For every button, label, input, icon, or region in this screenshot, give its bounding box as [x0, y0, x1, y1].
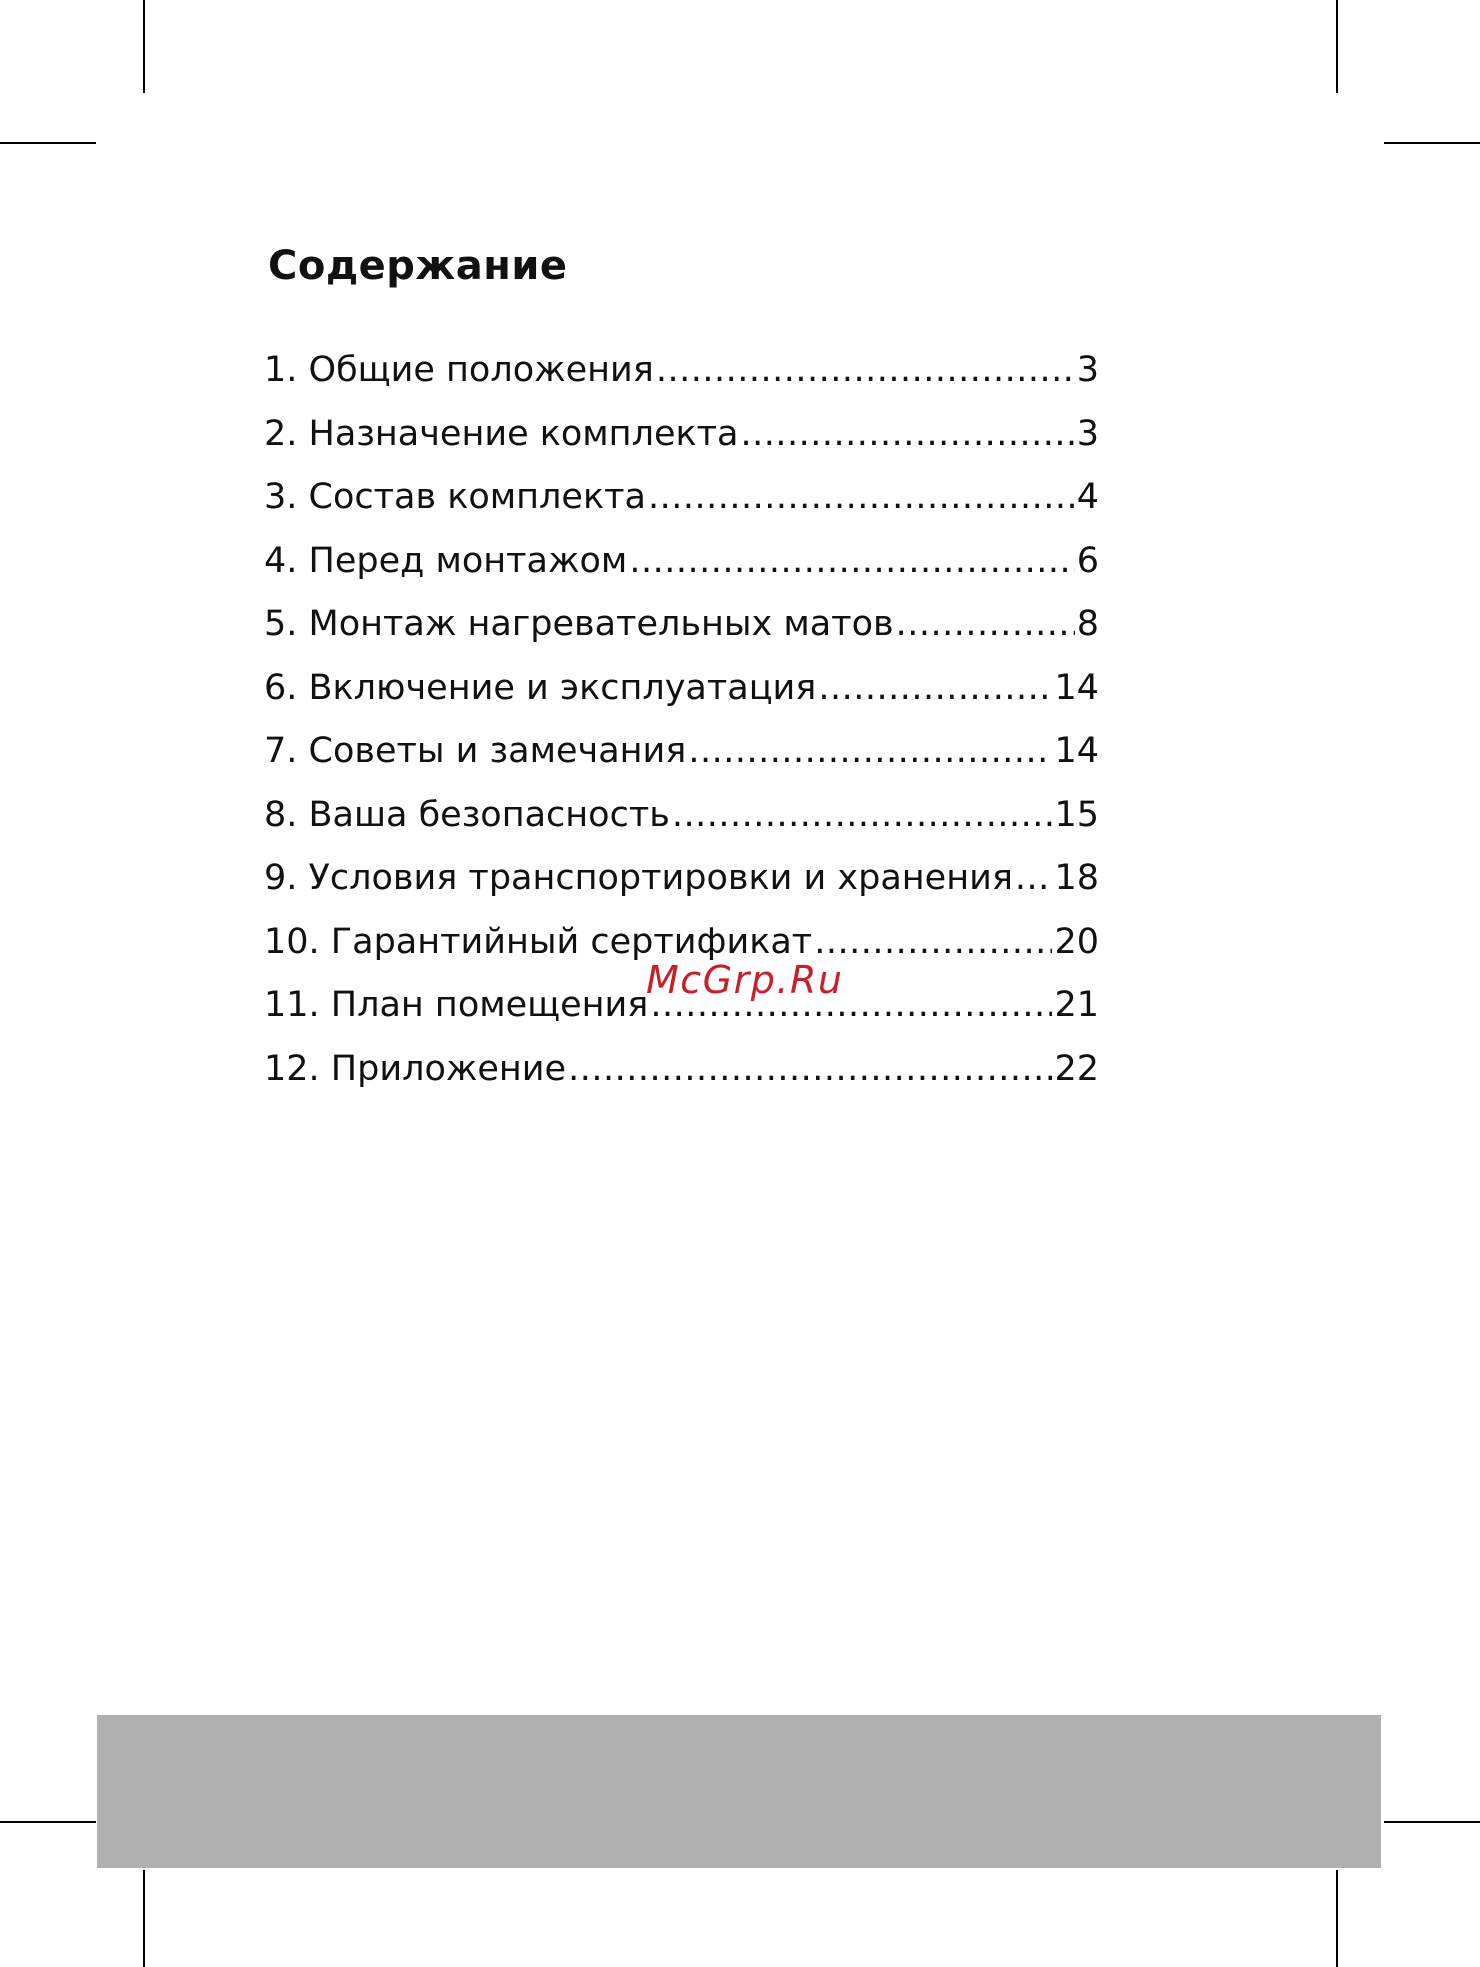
toc-entry-page: 14 [1054, 667, 1099, 708]
page-title: Содержание [268, 243, 568, 289]
toc-dot-leader [568, 1049, 1052, 1089]
toc-entry [264, 731, 1099, 795]
toc-entry-label: 7. Советы и замечания [264, 731, 687, 771]
toc-entry-label: 4. Перед монтажом [264, 540, 628, 581]
footer-band [97, 1715, 1381, 1868]
toc-entry [264, 477, 1099, 541]
watermark: McGrp.Ru [646, 958, 844, 1002]
toc-entry-page: 3 [1076, 350, 1099, 390]
toc-entry-page: 6 [1076, 540, 1099, 581]
toc-entry-label: 2. Назначение комплекта [264, 413, 739, 454]
toc-dot-leader [688, 731, 1052, 771]
toc-dot-leader [814, 922, 1052, 962]
toc-entry-label: 5. Монтаж нагревательных матов [264, 604, 894, 644]
toc-entry-page: 14 [1054, 731, 1099, 771]
toc-entry-page: 3 [1076, 413, 1099, 454]
toc-dot-leader [1015, 858, 1053, 898]
toc-entry [264, 414, 1099, 478]
toc-dot-leader [629, 541, 1074, 581]
toc-entry-label: 9. Условия транспортировки и хранения [264, 858, 1013, 898]
toc-dot-leader [656, 350, 1075, 390]
toc-entry-label: 11. План помещения [264, 985, 649, 1025]
toc-entry-label: 3. Состав комплекта [264, 477, 646, 517]
toc-entry-page: 18 [1054, 858, 1099, 898]
crop-mark-top-right-vertical [1336, 0, 1338, 93]
toc-entry-page: 21 [1054, 985, 1099, 1025]
toc-dot-leader [740, 414, 1074, 454]
toc-dot-leader [648, 477, 1075, 517]
toc-entry [264, 541, 1099, 605]
crop-mark-top-right-horizontal [1384, 142, 1480, 144]
toc-entry [264, 1049, 1099, 1113]
toc-entry-page: 20 [1054, 921, 1099, 962]
crop-mark-bottom-left-horizontal [0, 1821, 96, 1823]
toc-entry-page: 22 [1054, 1048, 1099, 1089]
toc-dot-leader [672, 795, 1053, 835]
toc-entry-label: 6. Включение и эксплуатация [264, 667, 817, 708]
toc-entry-label: 12. Приложение [264, 1048, 567, 1089]
crop-mark-top-left-horizontal [0, 142, 96, 144]
toc-dot-leader [818, 668, 1052, 708]
toc-entry-label: 10. Гарантийный сертификат [264, 921, 813, 962]
toc-entry [264, 858, 1099, 922]
toc-entry [264, 795, 1099, 859]
toc-entry [264, 604, 1099, 668]
toc-entry-label: 1. Общие положения [264, 350, 654, 390]
crop-mark-bottom-right-horizontal [1384, 1821, 1480, 1823]
toc-entry-page: 15 [1054, 794, 1099, 835]
toc-entry-label: 8. Ваша безопасность [264, 794, 670, 835]
crop-mark-bottom-right-vertical [1336, 1870, 1338, 1967]
toc-entry-page: 8 [1076, 604, 1099, 644]
toc-dot-leader [896, 604, 1075, 644]
toc-entry-page: 4 [1076, 477, 1099, 517]
crop-mark-bottom-left-vertical [143, 1870, 145, 1967]
toc-entry [264, 350, 1099, 414]
crop-mark-top-left-vertical [143, 0, 145, 93]
toc-entry [264, 668, 1099, 732]
